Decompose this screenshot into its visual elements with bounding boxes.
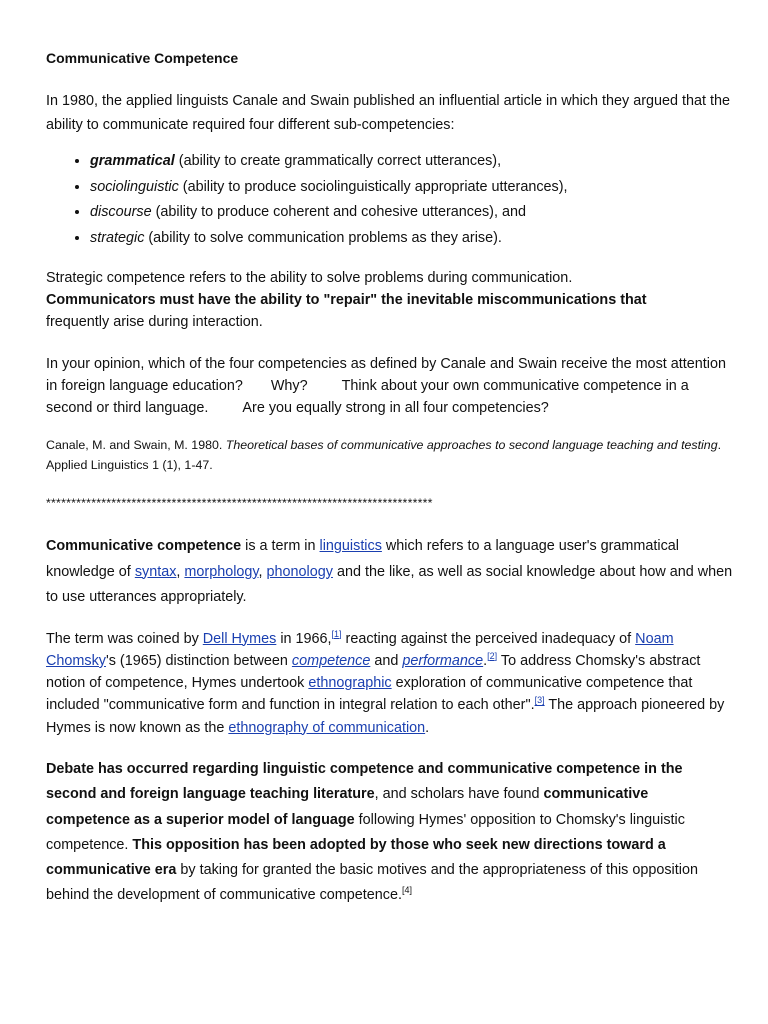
reference-3-link[interactable]: [3]: [534, 695, 545, 706]
list-item: [90, 226, 736, 252]
text-run: 's (1965) distinction between: [105, 652, 292, 669]
link-syntax[interactable]: syntax: [134, 563, 177, 580]
citation: [46, 436, 736, 475]
citation-source: . Applied Linguistics 1 (1), 1-47.: [46, 438, 722, 472]
document-title: Communicative Competence: [46, 50, 239, 66]
link-linguistics[interactable]: linguistics: [319, 538, 382, 554]
link-ethnographic[interactable]: ethnographic: [308, 675, 392, 692]
strategic-bold-text: Communicators must have the ability to "repair" the inevitable miscommunications that: [46, 292, 647, 308]
link-phonology[interactable]: phonology: [266, 563, 333, 580]
competency-desc: (ability to create grammatically correct utterances),: [174, 153, 502, 169]
history-paragraph: [46, 628, 736, 739]
question-paragraph: [46, 353, 736, 419]
text-run: .: [425, 719, 430, 736]
list-item: [90, 175, 736, 201]
text-run: and the like, as well as social knowledge about how and when to use utterances appropriately.: [46, 563, 733, 605]
strategic-plain-text: Strategic competence refers to the ability to solve problems during communication.: [46, 270, 573, 286]
reference-1-link[interactable]: [1]: [331, 628, 342, 639]
competency-list: [46, 149, 736, 251]
bold-text-run: Debate has occurred regarding linguistic competence and communicative competence in the second and foreign language teaching literature: [46, 760, 683, 803]
competency-desc: (ability to solve communication problems as they arise).: [144, 229, 502, 246]
text-run: To address Chomsky's abstract notion of competence, Hymes undertook: [46, 652, 701, 692]
reference-4: [4]: [401, 885, 412, 896]
text-run: , and scholars have found: [374, 786, 544, 803]
intro-paragraph: In 1980, the applied linguists Canale and Swain published an influential article in which they argued that the ability to communicate required four different sub-competencies:: [46, 93, 731, 133]
link-ethnography-of-communication[interactable]: ethnography of communication: [228, 719, 426, 736]
list-item: [90, 200, 736, 226]
citation-title: Theoretical bases of communicative approaches to second language teaching and testing: [225, 438, 718, 452]
text-run: by taking for granted the basic motives and the appropriateness of this opposition behind the development of communicative competence.: [46, 862, 698, 904]
competency-desc: (ability to produce coherent and cohesive utterances), and: [151, 204, 526, 220]
link-dell-hymes[interactable]: Dell Hymes: [202, 630, 277, 647]
competency-desc: (ability to produce sociolinguistically appropriate utterances),: [178, 178, 568, 195]
text-run: which refers to a language user's grammatical knowledge of: [46, 538, 680, 580]
link-performance[interactable]: performance: [402, 652, 484, 669]
text-run: exploration of communicative competence that included "communicative form and function in integral relation to each other".: [46, 675, 693, 714]
text-run: is a term in: [241, 538, 320, 554]
debate-paragraph: [46, 757, 736, 909]
competency-term: strategic: [90, 229, 145, 246]
text-run: The term was coined by: [46, 630, 203, 647]
link-morphology[interactable]: morphology: [184, 563, 259, 580]
bold-text-run: communicative competence as a superior model of language: [46, 786, 649, 828]
text-run: reacting against the perceived inadequacy of: [341, 630, 636, 647]
link-noam-chomsky[interactable]: Noam Chomsky: [46, 630, 674, 669]
text-run: The approach pioneered by Hymes is now known as the: [46, 697, 725, 736]
reference-2-link[interactable]: [2]: [487, 651, 498, 661]
list-item: [90, 149, 736, 175]
competency-term: sociolinguistic: [90, 178, 179, 195]
text-run: ,: [258, 563, 267, 580]
text-run: ,: [176, 563, 185, 580]
bold-text-run: This opposition has been adopted by those who seek new directions toward a communicative era: [46, 836, 666, 879]
question-think: Think about your own communicative competence in a second or third language.: [46, 378, 689, 416]
term-communicative-competence: Communicative competence: [46, 538, 242, 554]
strategic-paragraph: [46, 267, 736, 333]
text-run: following Hymes' opposition to Chomsky's linguistic competence.: [46, 811, 685, 853]
question-why: Why?: [270, 378, 308, 394]
text-run: .: [483, 652, 488, 669]
citation-authors: Canale, M. and Swain, M. 1980.: [46, 438, 223, 452]
text-run: in 1966,: [276, 630, 332, 647]
definition-paragraph: [46, 534, 736, 611]
question-strong: Are you equally strong in all four competencies?: [242, 400, 549, 416]
link-competence[interactable]: competence: [291, 652, 371, 669]
text-run: and: [370, 652, 403, 669]
competency-term: grammatical: [90, 153, 175, 169]
separator-line: *****************************************************************************: [46, 496, 433, 510]
document-page: [46, 48, 736, 909]
question-part1: In your opinion, which of the four competencies as defined by Canale and Swain receive the most attention in foreign language education?: [46, 356, 726, 394]
competency-term: discourse: [90, 204, 152, 220]
strategic-tail-text: frequently arise during interaction.: [46, 314, 263, 330]
